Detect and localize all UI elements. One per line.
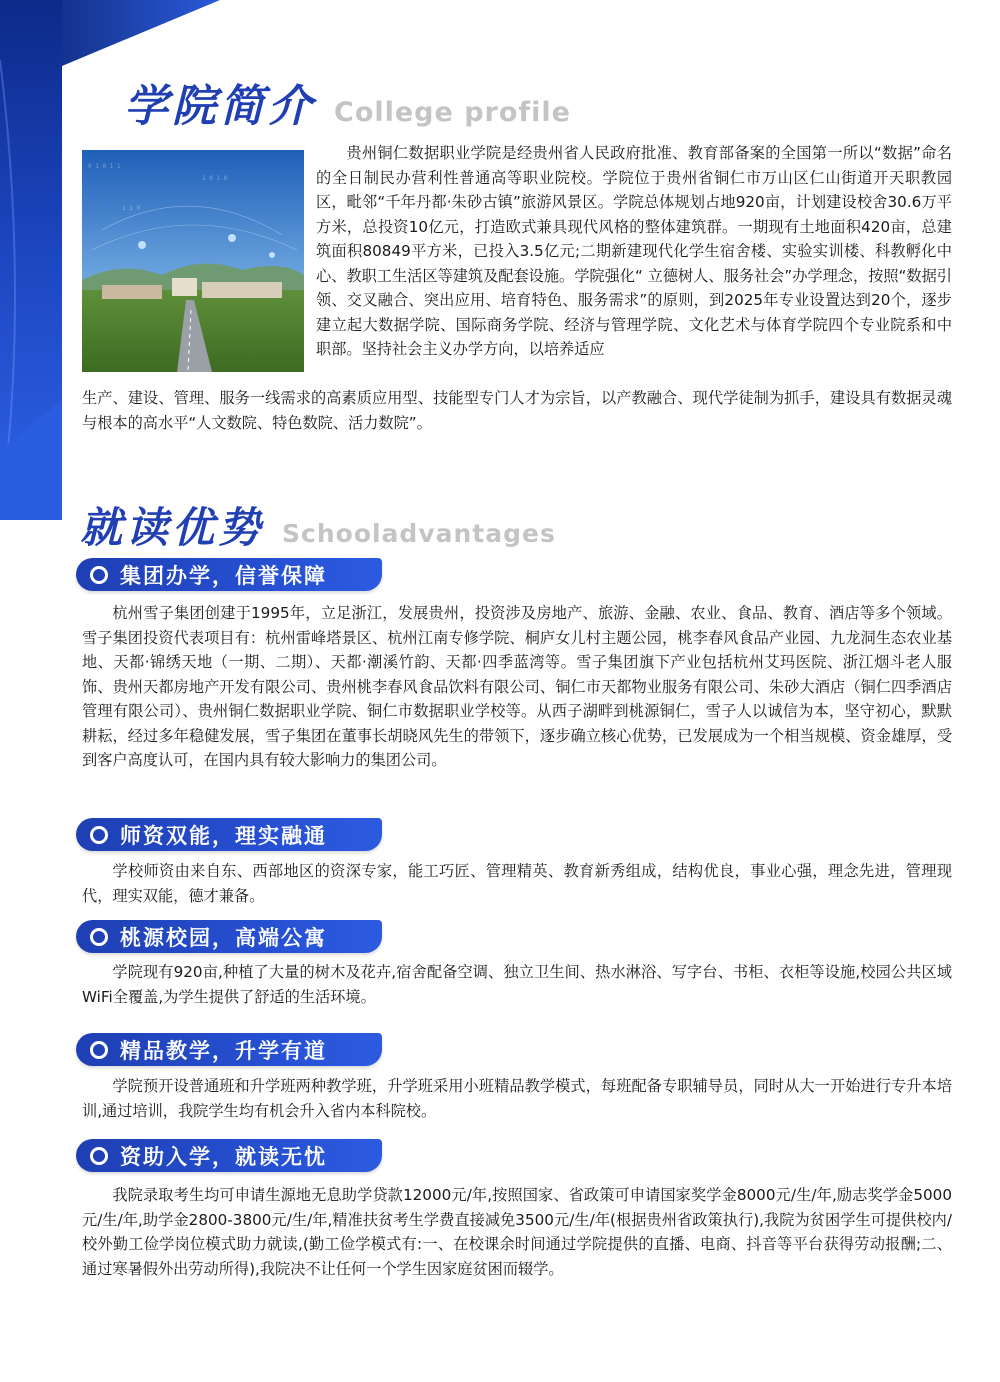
profile-paragraph-1: 贵州铜仁数据职业学院是经贵州省人民政府批准、教育部备案的全国第一所以“数据”命名的全日制民办营利性普通高等职业院校。学院位于贵州省铜仁市万山区仁山街道开天职教园区，毗邻“千年丹都·朱砂古镇”旅游风景区。学院总体规划占地920亩，计划建设校舍30.6万平方米，总投资10亿元，打造欧式兼具现代风格的整体建筑群。一期现有土地面积420亩，总建筑面积80849平方米，已投入3.5亿元;二期新建现代化学生宿舍楼、实验实训楼、科教孵化中心、教职工生活区等建筑及配套设施。学院强化“ 立德树人、服务社会”办学理念，按照“数据引领、交叉融合、突出应用、培育特色、服务需求”的原则，到2025年专业设置达到20个，逐步建立起大数据学院、国际商务学院、经济与管理学院、文化艺术与体育学院四个专业院系和中职部。坚持社会主义办学方向，以培养适应 [316,144,952,358]
svg-text:1 1 0: 1 1 0 [122,205,141,212]
svg-text:1 0 1 0: 1 0 1 0 [202,175,228,182]
profile-paragraph-2: 生产、建设、管理、服务一线需求的高素质应用型、技能型专门人才为宗旨，以产教融合、现代学徒制为抓手，建设具有数据灵魂与根本的高水平“人文数院、特色数院、活力数院”。 [82,389,952,432]
advantage-heading-3: 桃源校园，高端公寓 [76,920,382,953]
advantages-title-en: Schooladvantages [282,519,556,548]
advantage-text-4: 学院预开设普通班和升学班两种教学班，升学班采用小班精品教学模式，每班配备专职辅导员，同时从大一开始进行专升本培训,通过培训，我院学生均有机会升入省内本科院校。 [82,1077,952,1120]
profile-title [124,70,571,134]
circle-icon [90,566,108,584]
advantage-heading-2: 师资双能，理实融通 [76,818,382,851]
advantage-text-3: 学院现有920亩,种植了大量的树木及花卉,宿舍配备空调、独立卫生间、热水淋浴、写字台、书柜、衣柜等设施,校园公共区域WiFi全覆盖,为学生提供了舒适的生活环境。 [82,963,952,1006]
advantage-heading-5: 资助入学，就读无忧 [76,1139,382,1172]
campus-photo [82,150,304,372]
advantage-text-2: 学校师资由来自东、西部地区的资深专家，能工巧匠、管理精英、教育新秀组成，结构优良，事业心强，理念先进，管理现代，理实双能，德才兼备。 [82,862,952,905]
circle-icon [90,928,108,946]
profile-title-cn: 学院简介 [124,81,316,132]
advantage-text-5: 我院录取考生均可申请生源地无息助学贷款12000元/年,按照国家、省政策可申请国家奖学金8000元/生/年,励志奖学金5000元/生/年,助学金2800-3800元/生/年,精准扶贫考生学费直接减免3500元/生/年(根据贵州省政策执行),我院为贫困学生可提供校内/校外勤工俭学岗位模式助力就读,(勤工俭学模式有:一、在校课余时间通过学院提供的直播、电商、抖音等平台获得劳动报酬;二、通过寒暑假外出劳动所得),我院决不让任何一个学生因家庭贫困而辍学。 [82,1186,952,1278]
advantage-heading-1: 集团办学，信誉保障 [76,558,382,591]
circle-icon [90,1147,108,1165]
advantage-text-1: 杭州雪子集团创建于1995年，立足浙江，发展贵州，投资涉及房地产、旅游、金融、农业、食品、教育、酒店等多个领域。雪子集团投资代表项目有：杭州雷峰塔景区、杭州江南专修学院、桐庐女儿村主题公园，桃李春风食品产业园、九龙洞生态农业基地、天都·锦绣天地（一期、二期）、天都·潮溪竹韵、天都·四季蓝湾等。雪子集团旗下产业包括杭州艾玛医院、浙江烟斗老人服饰、贵州天都房地产开发有限公司、贵州桃李春风食品饮料有限公司、铜仁市天都物业服务有限公司、朱砂大酒店（铜仁四季酒店管理有限公司）、贵州铜仁数据职业学院、铜仁市数据职业学校等。从西子湖畔到桃源铜仁，雪子人以诚信为本，坚守初心，默默耕耘，经过多年稳健发展，雪子集团在董事长胡晓风先生的带领下，逐步确立核心优势，已发展成为一个相当规模、资金雄厚，受到客户高度认可，在国内具有较大影响力的集团公司。 [82,604,952,769]
advantages-title [80,495,556,555]
circle-icon [90,826,108,844]
advantages-title-cn: 就读优势 [80,503,265,552]
profile-title-en: College profile [334,97,571,128]
advantage-heading-4: 精品教学，升学有道 [76,1033,382,1066]
circle-icon [90,1041,108,1059]
svg-text:0 1 0 1 1: 0 1 0 1 1 [88,163,121,170]
